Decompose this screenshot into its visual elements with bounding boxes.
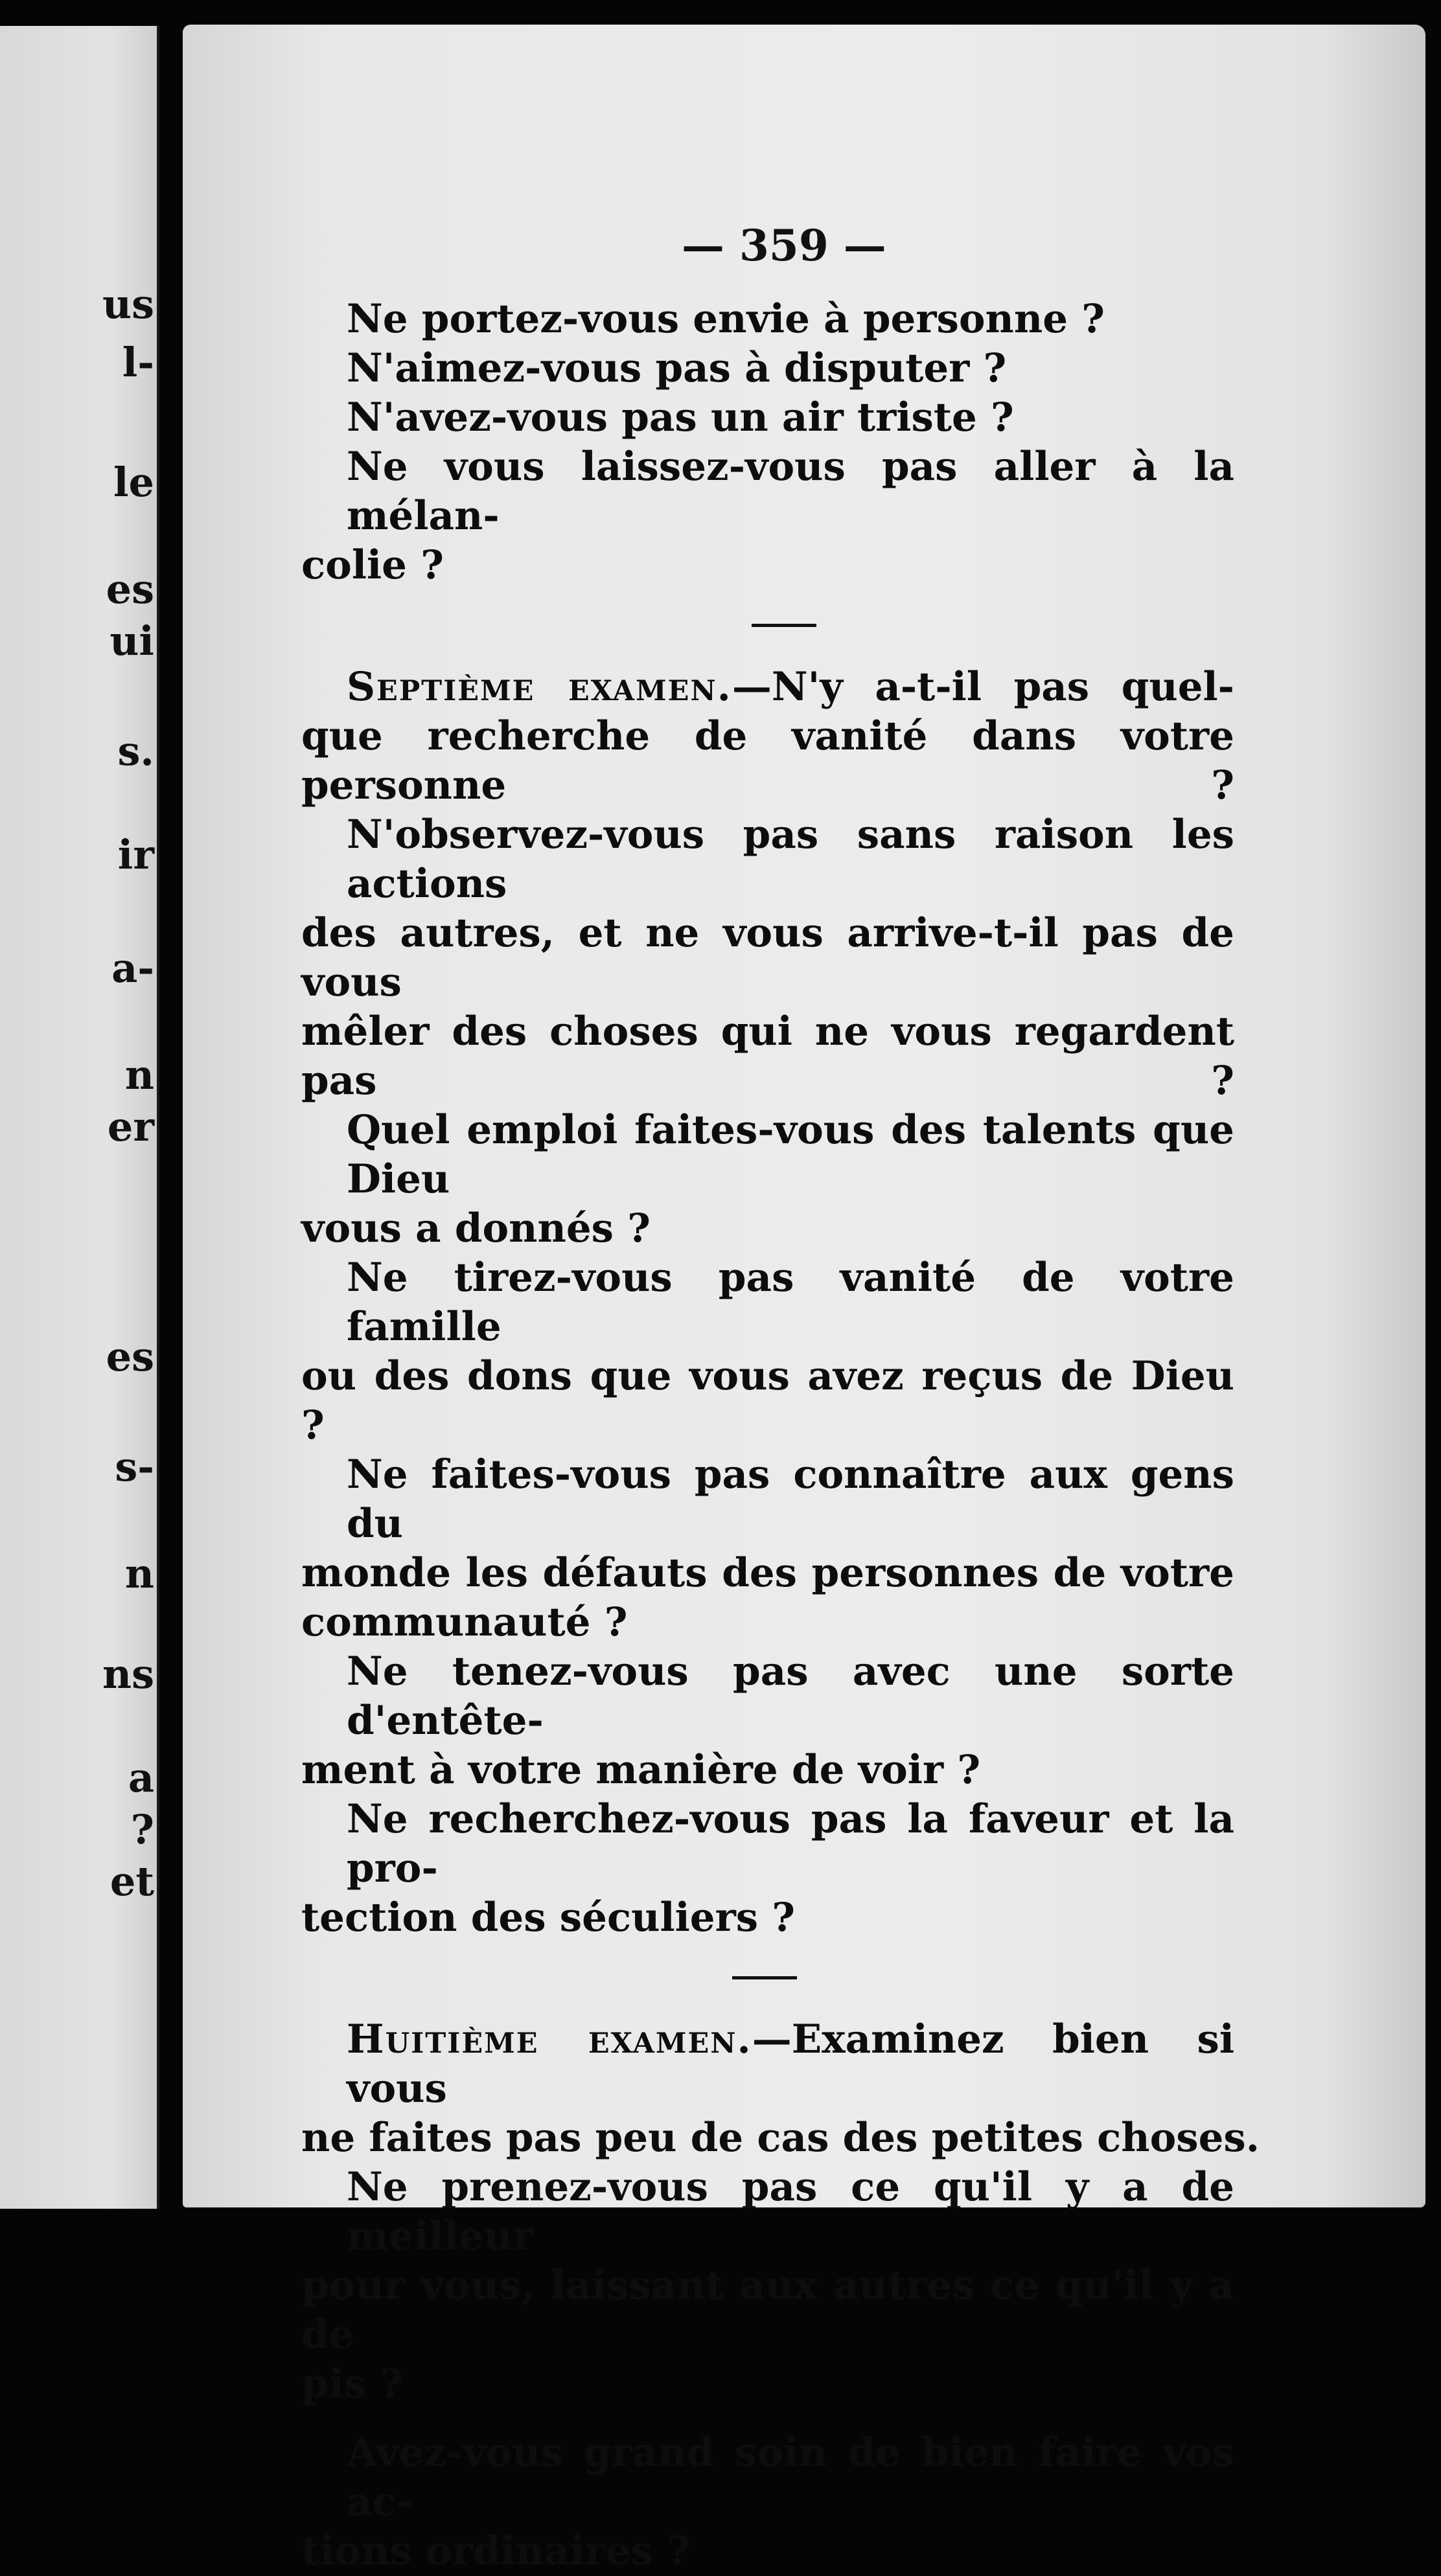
- text-line: Ne tenez-vous pas avec une sorte d'entête-: [347, 1648, 1234, 1744]
- text-line: pis ?: [301, 2361, 404, 2407]
- text-line: monde les défauts des personnes de votre: [301, 1550, 1234, 1596]
- left-page-fragment: l-: [122, 339, 154, 386]
- section-divider: [301, 1943, 1234, 2015]
- left-page-fragment: us: [102, 280, 154, 328]
- section-seventh-exam: [301, 663, 1234, 1943]
- left-page-edge: [0, 26, 159, 2209]
- text-line: que recherche de vanité dans votre personne ?: [301, 713, 1234, 808]
- text-line: Ne prenez-vous pas ce qu'il y a de meilleur: [347, 2164, 1234, 2259]
- section-heading-line: Septième examen.—N'y a-t-il pas quel-: [347, 664, 1235, 710]
- text-line: Ne vous laissez-vous pas aller à la mélan-: [347, 444, 1234, 539]
- left-page-fragment: es: [106, 565, 154, 613]
- text-line: Avez-vous grand soin de bien faire vos ac-: [347, 2430, 1234, 2525]
- text-line: mêler des choses qui ne vous regardent pas ?: [301, 1009, 1234, 1104]
- left-page-fragment: et: [110, 1858, 154, 1905]
- page-text: [301, 295, 1260, 2576]
- text-line: ment à votre manière de voir ?: [301, 1747, 981, 1793]
- left-page-fragment: n: [124, 1550, 154, 1597]
- left-page-fragment: s-: [115, 1443, 154, 1490]
- text-line: tection des séculiers ?: [301, 1895, 796, 1941]
- text-line: vous a donnés ?: [301, 1205, 651, 1251]
- text-line: ne faites pas peu de cas des petites choses.: [301, 2115, 1260, 2161]
- section-heading: Huitième examen.: [347, 2016, 752, 2062]
- left-page-fragment: le: [113, 459, 154, 506]
- left-page-fragment: a-: [111, 944, 154, 992]
- text-line: Ne tirez-vous pas vanité de votre famille: [347, 1255, 1234, 1350]
- text-line: pour vous, laissant aux autres ce qu'il y a de: [301, 2263, 1234, 2358]
- section-eighth-exam: [301, 2015, 1260, 2576]
- section-heading-line: Huitième examen.—Examinez bien si vous: [347, 2016, 1234, 2112]
- text-line: des autres, et ne vous arrive-t-il pas de vous: [301, 910, 1234, 1005]
- text-line: communauté ?: [301, 1599, 628, 1645]
- left-page-fragment: a: [128, 1754, 154, 1801]
- left-page-fragment: ui: [110, 617, 154, 665]
- text-line: Ne faites-vous pas connaître aux gens du: [347, 1452, 1234, 1547]
- left-page-fragment: es: [106, 1333, 154, 1380]
- text-line: N'observez-vous pas sans raison les actions: [347, 812, 1234, 907]
- left-page-fragment: ns: [102, 1650, 154, 1698]
- text-line: Quel emploi faites-vous des talents que Dieu: [347, 1107, 1234, 1202]
- questions-block: [301, 295, 1234, 590]
- left-page-fragment: n: [124, 1051, 154, 1099]
- left-page-fragment: ?: [130, 1806, 154, 1853]
- text-line: tions ordinaires ?: [301, 2528, 690, 2574]
- text-line: Ne portez-vous envie à personne ?: [347, 296, 1105, 342]
- text-line: Ne recherchez-vous pas la faveur et la pro-: [347, 1796, 1234, 1891]
- left-page-fragment: ir: [117, 831, 154, 878]
- section-divider: [301, 590, 1234, 663]
- left-page-fragment: s.: [117, 727, 154, 775]
- left-page-fragment: er: [107, 1103, 154, 1150]
- text-line: N'aimez-vous pas à disputer ?: [347, 345, 1007, 391]
- section-heading: Septième examen.: [347, 664, 732, 710]
- text-line: colie ?: [301, 542, 444, 588]
- text-line: ou des dons que vous avez reçus de Dieu ?: [301, 1353, 1234, 1448]
- page-number: — 359 —: [682, 220, 886, 271]
- text-line: N'avez-vous pas un air triste ?: [347, 394, 1014, 440]
